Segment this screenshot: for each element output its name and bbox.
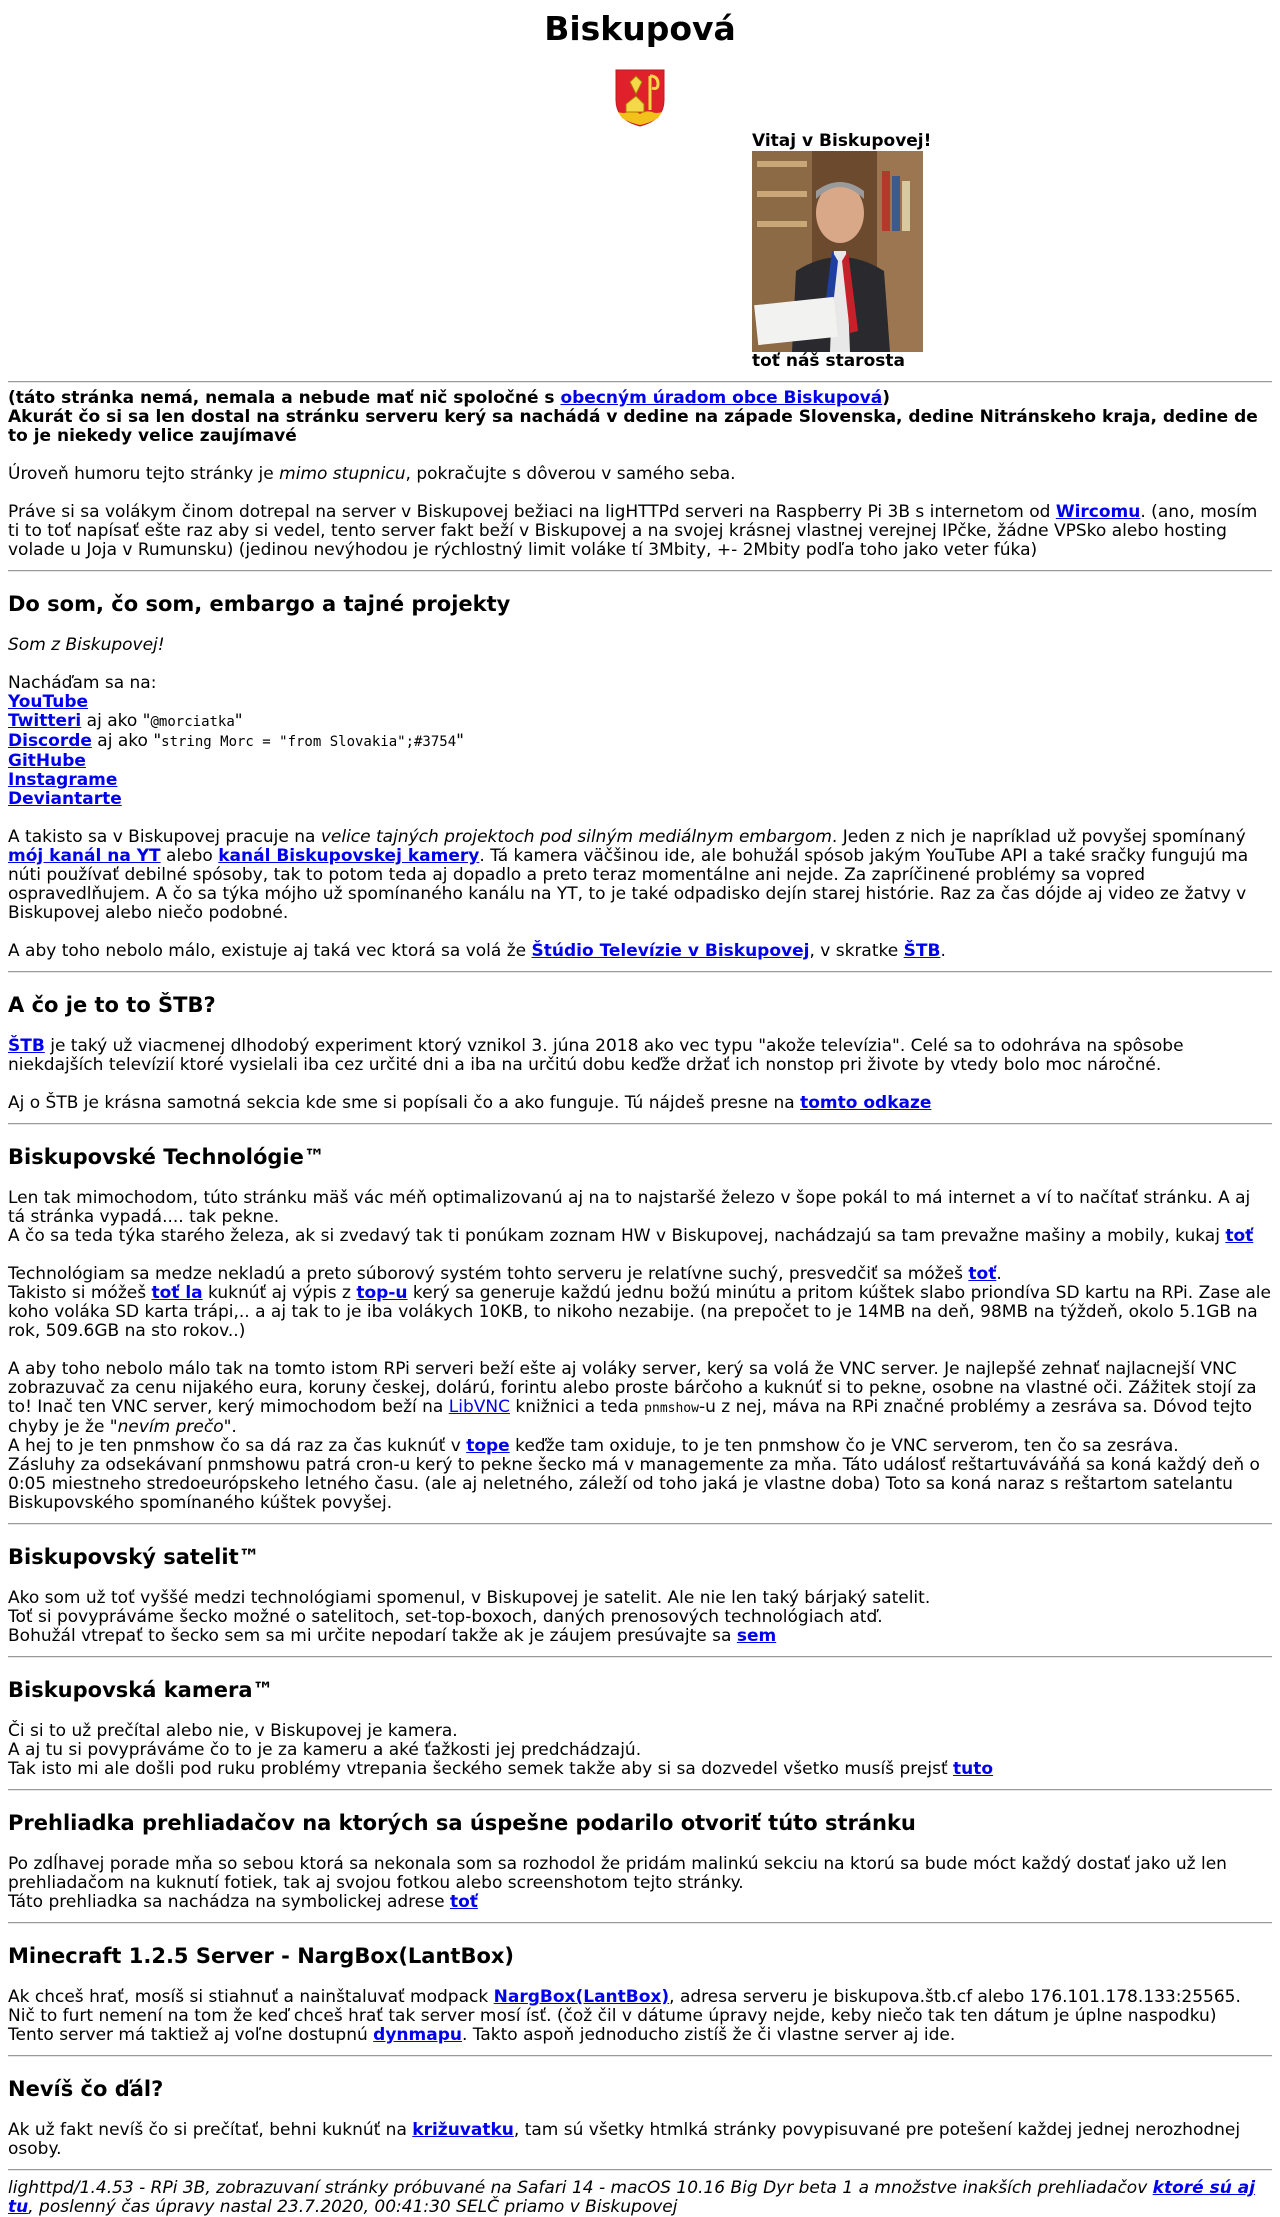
top-link[interactable]: top-u	[356, 1283, 408, 1303]
tech-fs-pre: Technológiam sa medze nekladú a preto súborový systém tohto serveru je relatívne suchý, presvedčiť sa móžeš	[8, 1264, 969, 1284]
wircom-link[interactable]: Wircomu	[1055, 502, 1141, 522]
section-heading-about: Do som, čo som, embargo a tajné projekty	[8, 592, 511, 616]
discord-handle: string Morc = "from Slovakia";#3754	[161, 734, 457, 750]
twitter-end: "	[234, 711, 243, 731]
pnmshow-post: keďže tam oxiduje, to je ten pnmshow čo je VNC serverom, ten čo sa zesráva.	[509, 1436, 1179, 1456]
footer-post: , poslenný čas úpravy nastal 23.7.2020, 00:41:30 SELČ priamo v Biskupovej	[28, 2197, 678, 2217]
stb-section-link[interactable]: tomto odkaze	[800, 1093, 932, 1113]
humor-pre: Úroveň humoru tejto stránky je	[8, 464, 280, 484]
tech-top-pre: Takisto si móžeš	[8, 1283, 152, 1303]
browsers-p2	[8, 1893, 1272, 1912]
divider	[8, 1656, 1272, 1658]
stb-text: je taký už viacmenej dlhodobý experiment ktorý vznikol 3. júna 2018 ako vec typu "akože televízia". Celé sa to odohráva na spôsobe niekdajších televízií ktoré vysielali iba cez určité dni a iba na určitú dobu keďže držať ich nonstop pri živote by vtedy bolo moc náročné.	[8, 1036, 1184, 1075]
mayor-photo	[752, 151, 923, 352]
crest-container	[8, 68, 1272, 128]
dynmap-post: . Takto aspoň jednoducho zistíš že či vlastne server aj ide.	[461, 2025, 956, 2045]
coat-of-arms-icon	[614, 68, 666, 128]
section-heading-satelit: Biskupovský satelit™	[8, 1545, 260, 1569]
satelit-p1: Ako som už toť vyššé medzi technológiami spomenul, v Biskupovej je satelit. Ale nie len taký bárjaký satelit.	[8, 1588, 931, 1608]
page-title: Biskupová	[544, 9, 736, 48]
browsers-link[interactable]: toť	[449, 1892, 478, 1912]
municipal-office-link[interactable]: obecným úradom obce Biskupová	[560, 388, 883, 408]
divider	[8, 971, 1272, 973]
minecraft-pre: Ak chceš hrať, mosíš si stiahnuť a nainštaluvať modpack	[8, 1987, 494, 2007]
kamera-pre: Tak isto mi ale došli pod ruku problémy vtrepania šeckého semek takže aby si sa dozvedel všetko musíš prejsť	[8, 1759, 954, 1779]
lost-post: , tam sú všetky htmlká stránky povypisuvané pre potešení každej jednej nerozhodnej osoby.	[8, 2120, 1241, 2159]
modpack-link[interactable]: NargBox(LantBox)	[493, 1987, 670, 2007]
projects-pre: A takisto sa v Biskupovej pracuje na	[8, 827, 321, 847]
humor-line	[8, 465, 1272, 484]
discord-end: "	[456, 731, 464, 751]
pnmshow-code: pnmshow	[644, 1401, 699, 1416]
section-heading-browsers: Prehliadka prehliadačov na ktorých sa úspešne podarilo otvoriť túto stránku	[8, 1811, 916, 1835]
stb-intro	[8, 942, 1272, 961]
disclaimer-end: )	[882, 388, 891, 408]
discord-line	[8, 732, 1272, 752]
minecraft-p1	[8, 1988, 1272, 2026]
projects-mid: alebo	[160, 846, 219, 866]
disclaimer-text: (táto stránka nemá, nemala a nebude mať nič spoločné s	[8, 388, 561, 408]
satelit-pre: Bohužál vtrepať to šecko sem sa mi určite nepodarí takže ak je záujem presúvajte sa	[8, 1626, 737, 1646]
section-heading-tech: Biskupovské Technológie™	[8, 1145, 325, 1169]
discord-link[interactable]: Discorde	[8, 731, 92, 751]
discord-mid: aj ako "	[91, 731, 162, 751]
tech-fs-line	[8, 1265, 1272, 1284]
section-heading-kamera: Biskupovská kamera™	[8, 1678, 274, 1702]
stb-section-line	[8, 1094, 1272, 1113]
ls-link[interactable]: toť la	[151, 1283, 203, 1303]
about-intro: Som z Biskupovej!	[8, 635, 165, 655]
divider	[8, 570, 1272, 572]
filesystem-link[interactable]: toť	[968, 1264, 997, 1284]
pnmshow-pre: A hej to je ten pnmshow čo sa dá raz za čas kuknúť v	[8, 1436, 467, 1456]
hw-list-link[interactable]: toť	[1225, 1226, 1254, 1246]
section-heading-lost: Nevíš čo ďál?	[8, 2077, 164, 2101]
instagram-link[interactable]: Instagrame	[8, 770, 118, 790]
found-label: Nacháďam sa na:	[8, 673, 157, 693]
dynmap-pre: Tento server má taktiež aj voľne dostupnú	[8, 2025, 374, 2045]
satelit-p3	[8, 1627, 1272, 1646]
disclaimer	[8, 389, 1272, 408]
browsers-p1: Po zdĺhavej porade mňa so sebou ktorá sa nekonala som sa rozhodol že pridám malinkú sekciu na ktorú sa bude móct každý dostať jako už len prehliadačom na kuknutí fotiek, tak aj svojou fotkou alebo screenshotom tejto stránky.	[8, 1854, 1227, 1893]
humor-post: , pokračujte s dôverou v samého seba.	[405, 464, 736, 484]
tech-cron-paragraph: Zásluhy za odsekávaní pnmshowu patrá cron-u kerý to pekne šecko má v managemente za mňa. Táto událosť reštartuváváňá sa koná každý deň o 0:05 miestneho stredoeurópskeho letného času. (ale aj neletného, záleží od toho jaká je vlastne doba) Toto sa koná naraz s reštartom satelantu Biskupovského spomínaného kúštek povyšej.	[8, 1455, 1260, 1513]
yt-channel-link[interactable]: mój kanál na YT	[8, 846, 161, 866]
lost-pre: Ak už fakt nevíš čo si prečítať, behni kuknúť na	[8, 2120, 413, 2140]
humor-em: mimo stupnicu	[279, 464, 406, 484]
stb-studio-link[interactable]: Štúdio Televízie v Biskupovej	[531, 941, 810, 961]
stb-mid: , v skratke	[809, 941, 904, 961]
dynmap-link[interactable]: dynmapu	[373, 2025, 462, 2045]
kamera-p1: Či si to už prečítal alebo nie, v Biskupovej je kamera.	[8, 1721, 458, 1741]
youtube-link[interactable]: YouTube	[8, 692, 89, 712]
stb-section-pre: Aj o ŠTB je krásna samotná sekcia kde sme si popísali čo a ako funguje. Tú nájdeš presne na	[8, 1093, 801, 1113]
camera-channel-link[interactable]: kanál Biskupovskej kamery	[218, 846, 480, 866]
tech-top-line	[8, 1284, 1272, 1341]
divider	[8, 1123, 1272, 1125]
twitter-link[interactable]: Twitteri	[8, 711, 82, 731]
tech-hw-pre: A čo sa teda týka starého železa, ak si zvedavý tak ti ponúkam zoznam HW v Biskupovej, nachádzajú sa tam prevažne mašiny a mobily, kukaj	[8, 1226, 1226, 1246]
vnc-pre: A aby toho nebolo málo tak na tomto istom RPi serveri beží ešte aj voláky server, kerý sa volá že VNC server. Je najlepšé zehnať najlacnejší VNC zobrazuvač za cenu nijakého eura, koruny českej, dolárú, forintu alebo proste bárčoho a kuknúť si to pekne, osobne na vlastné oči. Zážitek stojí za to! Inač ten VNC server, kerý mimochodom beží na	[8, 1359, 1257, 1417]
stb-post: .	[940, 941, 946, 961]
welcome-heading: Vitaj v Biskupovej!	[752, 131, 932, 151]
browsers-pre: Táto prehliadka sa nachádza na symbolickej adrese	[8, 1892, 450, 1912]
projects-mid: . Jeden z nich je napríklad už povyšej spomínaný	[831, 827, 1246, 847]
tope-link[interactable]: tope	[466, 1436, 510, 1456]
lost-p1	[8, 2121, 1272, 2159]
github-link[interactable]: GitHube	[8, 751, 86, 771]
vnc-post: ".	[223, 1417, 237, 1437]
divider	[8, 1789, 1272, 1791]
divider	[8, 2055, 1272, 2057]
twitter-handle: @morciatka	[150, 714, 235, 730]
tech-top-post: kerý sa generuje každú jednu božú minútu a pritom kúštek slabo priondíva SD kartu na RPi. Zase ale koho voláka SD karta trápi,.. a aj tak to je iba volákych 10KB, to nikoho nezabije. (na prepočet to je 14MB na deň, 98MB na týždeň, okolo 5.1GB na rok, 509.6GB na sto rokov..)	[8, 1283, 1271, 1341]
footer	[8, 2179, 1272, 2217]
divider	[8, 1523, 1272, 1525]
kamera-p3	[8, 1760, 1272, 1779]
vnc-mid: knižnici a teda	[509, 1397, 645, 1417]
libvnc-link[interactable]: LibVNC	[448, 1397, 510, 1417]
satelit-p2: Toť si povypráváme šecko možné o satelitoch, set-top-boxoch, daných prenosových technológiach atď.	[8, 1607, 883, 1627]
stb-short-link[interactable]: ŠTB	[903, 941, 941, 961]
tech-p1: Len tak mimochodom, túto stránku mäš vác méň optimalizovanú aj na to najstaršé železo v šope pokál to má internet a ví to načítať stránku. A aj tá stránka vypadá.... tak pekne.	[8, 1188, 1251, 1227]
vnc-mid: -u z nej, máva na RPi značné problémy a zesráva sa. Dóvod tejto chyby je že "	[8, 1397, 1253, 1437]
section-heading-minecraft: Minecraft 1.2.5 Server - NargBox(LantBox)	[8, 1944, 515, 1968]
page	[0, 10, 1280, 2217]
tech-pnmshow-line	[8, 1437, 1272, 1456]
twitter-mid: aj ako "	[81, 711, 151, 731]
stb-pre: A aby toho nebolo málo, existuje aj taká vec ktorá sa volá že	[8, 941, 532, 961]
section-heading-stb: A čo je to to ŠTB?	[8, 993, 216, 1017]
tech-vnc-paragraph	[8, 1360, 1272, 1437]
stb-link[interactable]: ŠTB	[8, 1036, 45, 1056]
server-info	[8, 503, 1272, 560]
crossroads-link[interactable]: križuvatku	[412, 2120, 514, 2140]
intro-bold-text: Akurát čo si sa len dostal na stránku serveru kerý sa nachádá v dedine na západe Slovenska, dedine Nitránskeho kraja, dedine de to je niekedy velice zaujímavé	[8, 407, 1258, 446]
vnc-em: nevím prečo	[117, 1417, 224, 1437]
tech-hw-line	[8, 1227, 1272, 1246]
kamera-link[interactable]: tuto	[953, 1759, 994, 1779]
satelit-link[interactable]: sem	[736, 1626, 777, 1646]
footer-pre: lighttpd/1.4.53 - RPi 3B, zobrazuvaní stránky próbuvané na Safari 14 - macOS 10.16 Big Dyr beta 1 a množstve inakších prehliadačov	[8, 2178, 1153, 2198]
server-pre: Práve si sa volákym činom dotrepal na server v Biskupovej bežiaci na ligHTTPd serveri na Raspberry Pi 3B s internetom od	[8, 502, 1056, 522]
projects-post: . Tá kamera väčšinou ide, ale bohužál spósob jakým YouTube API a také sračky fungujú ma núti používať debilné spósoby, tak to potom teda aj dopadlo a preto teraz momentálne ani nejde. Za zapríčinené problémy sa vopred ospravedlňujem. A čo sa týka mójho už spomínaného kanálu na YT, to je také odpadisko dejín starej histórie. Raz za čas dójde aj video ze žatvy v Biskupovej alebo niečo podobné.	[8, 846, 1249, 923]
server-post: . (ano, mosím ti to toť napísať ešte raz aby si vedel, tento server fakt beží v Biskupovej a na svojej krásnej vlastnej verejnej IPčke, žádne VPSko alebo hosting volade u Joja v Rumunsku) (jedinou nevýhodou je rýchlostný limit voláke tí 3Mbity, +- 2Mbity podľa toho jako veter fúka)	[8, 502, 1258, 560]
projects-paragraph	[8, 828, 1272, 923]
minecraft-p2	[8, 2026, 1272, 2045]
tech-top-mid: kuknúť aj výpis z	[202, 1283, 357, 1303]
divider	[8, 381, 1272, 383]
deviantart-link[interactable]: Deviantarte	[8, 789, 122, 809]
browsers-list-link[interactable]: ktoré sú aj tu	[8, 2178, 1256, 2217]
stb-description	[8, 1037, 1272, 1075]
twitter-line	[8, 712, 1272, 732]
projects-em: velice tajných projektoch pod silným mediálnym embargom	[320, 827, 832, 847]
divider	[8, 1922, 1272, 1924]
divider	[8, 2169, 1272, 2171]
photo-caption: toť náš starosta	[752, 351, 905, 371]
tech-fs-post: .	[996, 1264, 1002, 1284]
kamera-p2: A aj tu si povypráváme čo to je za kameru a aké ťažkosti jej predchádzajú.	[8, 1740, 642, 1760]
minecraft-post: , adresa serveru je biskupova.štb.cf alebo 176.101.178.133:25565. Nič to furt nemení na tom že keď chceš hrať tak server mosí ísť. (čož čil v dátume úpravy nejde, keby niečo tak ten dátum je úplne naspodku)	[8, 1987, 1241, 2026]
